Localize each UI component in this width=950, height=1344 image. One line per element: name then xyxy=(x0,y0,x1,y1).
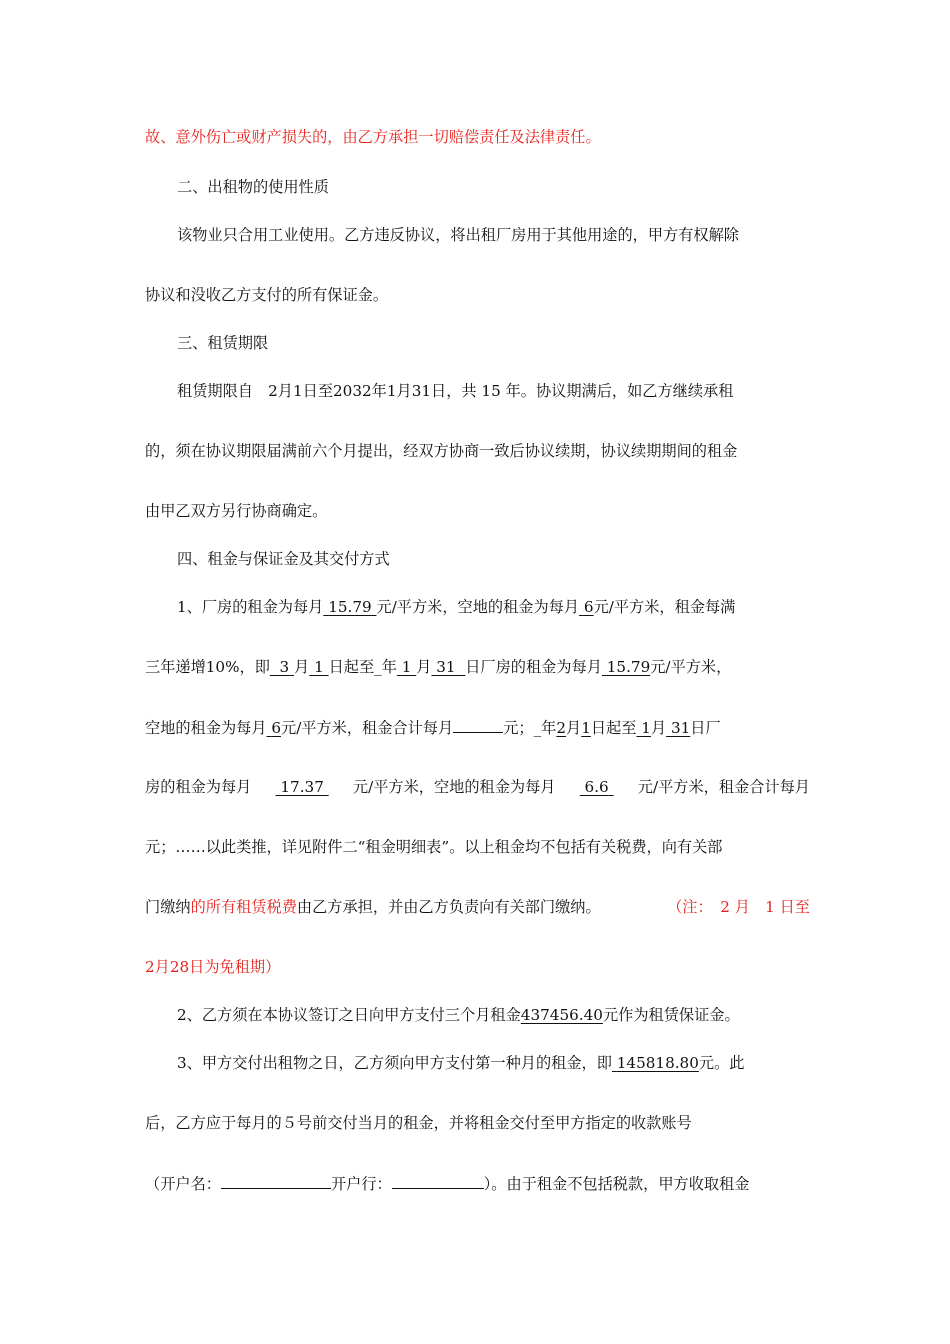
paragraph-line: 后，乙方应于每月的５号前交付当月的租金，并将租金交付至甲方指定的收款账号 xyxy=(145,1114,692,1132)
section-heading: 三、租赁期限 xyxy=(177,334,269,352)
fill-value: 31 xyxy=(436,658,456,676)
paragraph-line: 租赁期限自 2月1日至2032年1月31日，共 15 年。协议期满后，如乙方继续承租 xyxy=(177,382,734,400)
paragraph-line: 三年递增10%，即 3 月 1 日起至_年 1 月 31 日厂房的租金为每月 15.79元/平方米， xyxy=(145,658,732,676)
first-rent-amount: 145818.80 xyxy=(616,1054,699,1072)
fill-value: 31 xyxy=(670,719,691,737)
paragraph-line: 门缴纳的所有租赁税费由乙方承担，并由乙方负责向有关部门缴纳。 （注： 2 月 1 日至 xyxy=(145,898,810,916)
paragraph-line: 空地的租金为每月 6元/平方米，租金合计每月 元；_年2月1日起至 1月 31日厂 xyxy=(145,719,721,737)
account-name-field[interactable] xyxy=(221,1173,331,1189)
fill-value: 1 xyxy=(581,719,591,737)
fill-value: 1 xyxy=(401,658,412,676)
paragraph-line: 由甲乙双方另行协商确定。 xyxy=(145,502,328,520)
fill-value: 1 xyxy=(641,719,651,737)
rent-value: 6 xyxy=(271,719,281,737)
section-heading: 四、租金与保证金及其交付方式 xyxy=(177,550,390,568)
paragraph-line: 的，须在协议期限届满前六个月提出，经双方协商一致后协议续期，协议续期期间的租金 xyxy=(145,442,738,460)
fill-value: 2 xyxy=(556,719,567,737)
rent-value: 15.79 xyxy=(328,598,372,616)
paragraph-line: 元；……以此类推，详见附件二“租金明细表”。以上租金均不包括有关税费，向有关部 xyxy=(145,838,723,856)
rent-value: 6.6 xyxy=(584,778,609,796)
paragraph-line: 协议和没收乙方支付的所有保证金。 xyxy=(145,286,388,304)
fill-value: 1 xyxy=(314,658,324,676)
paragraph-line: 该物业只合用工业使用。乙方违反协议，将出租厂房用于其他用途的，甲方有权解除 xyxy=(177,226,739,244)
paragraph-line: （开户名： 开户行： ）。由于租金不包括税款，甲方收取租金 xyxy=(145,1175,750,1193)
deposit-amount: 437456.40 xyxy=(520,1006,603,1024)
section-heading: 二、出租物的使用性质 xyxy=(177,178,329,196)
bank-name-field[interactable] xyxy=(392,1173,484,1189)
paragraph-line: 房的租金为每月 17.37 元/平方米，空地的租金为每月 6.6 元/平方米，租金合计每月 xyxy=(145,778,810,796)
note-text: 2月28日为免租期） xyxy=(145,958,281,976)
paragraph-line: 2、乙方须在本协议签订之日向甲方支付三个月租金437456.40元作为租赁保证金。 xyxy=(177,1006,740,1024)
paragraph-line: 3、甲方交付出租物之日，乙方须向甲方支付第一种月的租金，即 145818.80元。此 xyxy=(177,1054,745,1072)
paragraph-line: 1、厂房的租金为每月 15.79 元/平方米，空地的租金为每月 6元/平方米，租金每满 xyxy=(177,598,736,616)
fill-value: 3 xyxy=(279,658,290,676)
note-text: （注： 2 月 1 日至 xyxy=(667,898,810,916)
rent-value: 17.37 xyxy=(280,778,324,796)
paragraph-line: 故、意外伤亡或财产损失的，由乙方承担一切赔偿责任及法律责任。 xyxy=(145,128,601,146)
blank-field[interactable] xyxy=(453,717,503,733)
rent-value: 6 xyxy=(583,598,594,616)
rent-value: 15.79 xyxy=(606,658,651,676)
